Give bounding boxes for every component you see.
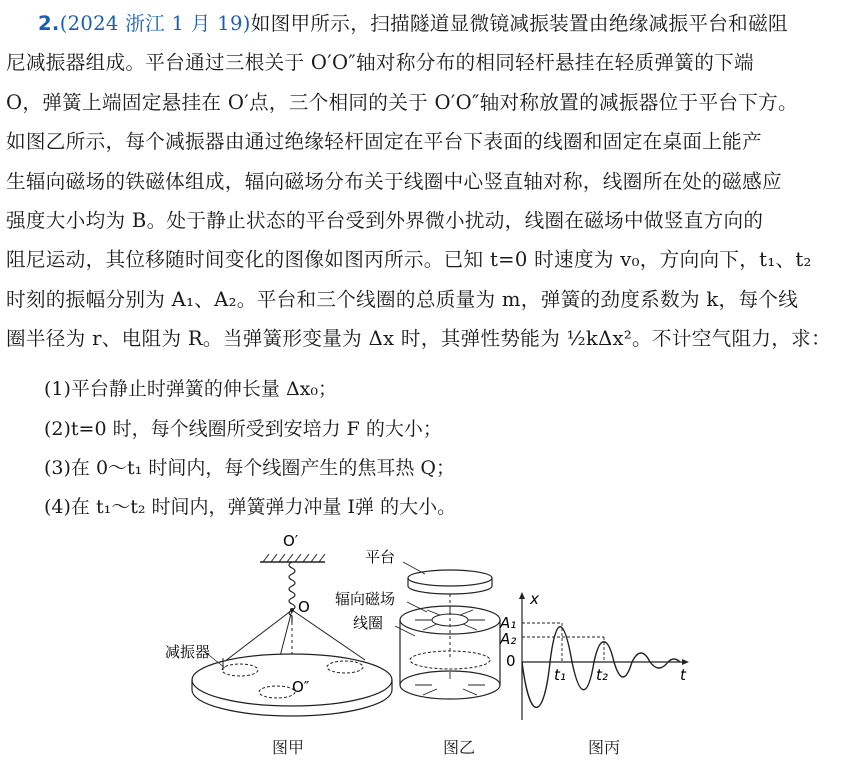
question-source: (2024 浙江 1 月 19) — [59, 12, 251, 35]
svg-text:A₁: A₁ — [500, 614, 517, 632]
figure-yi-caption: 图乙 — [443, 738, 476, 757]
subquestion-1: (1)平台静止时弹簧的伸长量 Δx₀； — [44, 378, 338, 400]
question-line-2: 尼减振器组成。平台通过三根关于 O′O″轴对称分布的相同轻杆悬挂在轻质弹簧的下端 — [6, 51, 754, 75]
svg-text:O: O — [298, 598, 310, 616]
subquestion-4: (4)在 t₁～t₂ 时间内，弹簧弹力冲量 I弹 的大小。 — [44, 496, 457, 518]
question-line-8: 时刻的振幅分别为 A₁、A₂。平台和三个线圈的总质量为 m，弹簧的劲度系数为 k，每个线 — [6, 287, 799, 311]
question-line-1: 2.(2024 浙江 1 月 19)如图甲所示，扫描隧道显微镜减振装置由绝缘减振平台和磁阻 — [38, 12, 788, 35]
question-text — [6, 4, 852, 359]
svg-text:t₁: t₁ — [554, 666, 566, 684]
figure-yi — [335, 540, 525, 725]
figure-bing-caption: 图丙 — [588, 738, 621, 757]
svg-text:平台: 平台 — [365, 548, 396, 566]
subquestion-3: (3)在 0～t₁ 时间内，每个线圈产生的焦耳热 Q； — [44, 457, 455, 479]
svg-text:0: 0 — [506, 652, 516, 670]
question-line-9: 圈半径为 r、电阻为 R。当弹簧形变量为 Δx 时，其弹性势能为 ½kΔx²。不计空气阻力，求： — [6, 327, 831, 351]
svg-text:O′: O′ — [283, 532, 299, 550]
subquestion-2: (2)t=0 时，每个线圈所受到安培力 F 的大小； — [44, 418, 442, 440]
svg-text:A₂: A₂ — [500, 630, 517, 648]
svg-text:t₂: t₂ — [596, 666, 608, 684]
figure-bing — [500, 590, 695, 725]
question-line-3: O，弹簧上端固定悬挂在 O′点，三个相同的关于 O′O″轴对称放置的减振器位于平台下方。 — [6, 90, 798, 114]
question-line-7: 阻尼运动，其位移随时间变化的图像如图丙所示。已知 t=0 时速度为 v₀，方向向下，t₁、t₂ — [6, 248, 812, 272]
question-line-4: 如图乙所示，每个减振器由通过绝缘轻杆固定在平台下表面的线圈和固定在桌面上能产 — [6, 130, 762, 154]
svg-text:x: x — [530, 590, 539, 608]
svg-text:减振器: 减振器 — [165, 643, 211, 661]
svg-text:O″: O″ — [292, 678, 310, 696]
question-line-6: 强度大小均为 B。处于静止状态的平台受到外界微小扰动，线圈在磁场中做竖直方向的 — [6, 208, 764, 232]
question-number: 2. — [38, 12, 60, 35]
question-line-5: 生辐向磁场的铁磁体组成，辐向磁场分布关于线圈中心竖直轴对称，线圈所在处的磁感应 — [6, 169, 782, 193]
svg-text:线圈: 线圈 — [353, 614, 384, 632]
svg-text:辐向磁场: 辐向磁场 — [335, 590, 396, 608]
svg-text:t: t — [680, 666, 686, 684]
figure-jia-caption: 图甲 — [272, 738, 305, 757]
